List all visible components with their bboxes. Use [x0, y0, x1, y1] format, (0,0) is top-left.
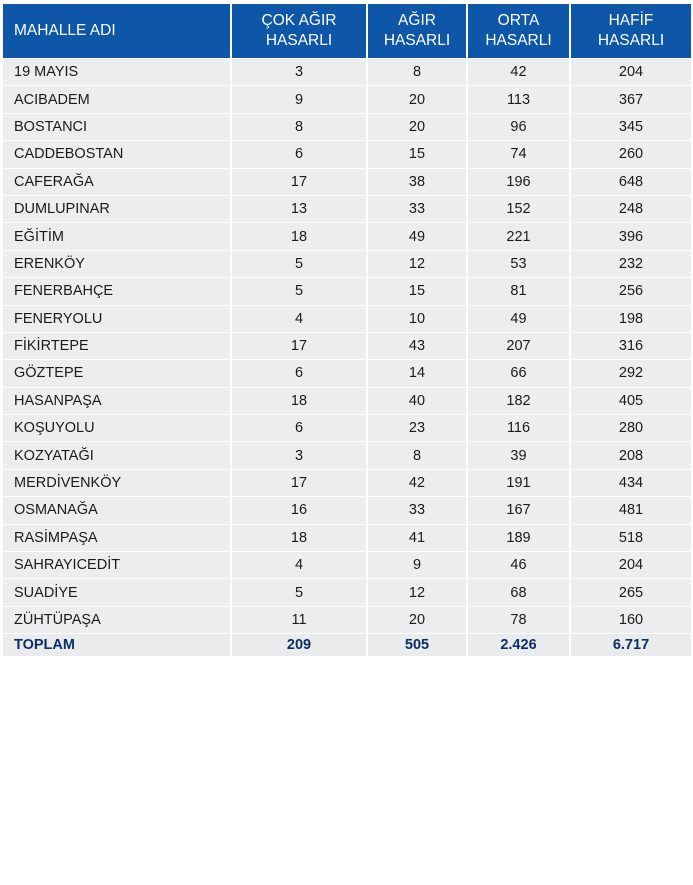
- heavy-count: 40: [367, 387, 467, 414]
- heavy-count: 43: [367, 332, 467, 359]
- neighborhood-name: DUMLUPINAR: [3, 195, 231, 222]
- total-label: TOPLAM: [3, 634, 231, 657]
- heavy-count: 20: [367, 113, 467, 140]
- neighborhood-name: OSMANAĞA: [3, 497, 231, 524]
- header-heavy-damage: AĞIR HASARLI: [367, 4, 467, 59]
- neighborhood-name: ACIBADEM: [3, 86, 231, 113]
- light-count: 204: [570, 552, 691, 579]
- table-row: [3, 497, 691, 524]
- header-very-heavy-damage: ÇOK AĞIR HASARLI: [231, 4, 367, 59]
- medium-count: 196: [467, 168, 570, 195]
- table-row: [3, 141, 691, 168]
- damage-table: [3, 4, 691, 656]
- table-row: [3, 469, 691, 496]
- table-row: [3, 223, 691, 250]
- table-row: [3, 415, 691, 442]
- very-heavy-count: 4: [231, 305, 367, 332]
- medium-count: 113: [467, 86, 570, 113]
- header-light-damage: HAFİF HASARLI: [570, 4, 691, 59]
- neighborhood-name: HASANPAŞA: [3, 387, 231, 414]
- heavy-count: 15: [367, 141, 467, 168]
- very-heavy-count: 3: [231, 59, 367, 86]
- very-heavy-count: 11: [231, 606, 367, 633]
- very-heavy-count: 5: [231, 579, 367, 606]
- heavy-count: 33: [367, 497, 467, 524]
- medium-count: 42: [467, 59, 570, 86]
- neighborhood-name: GÖZTEPE: [3, 360, 231, 387]
- header-neighborhood: MAHALLE ADI: [3, 4, 231, 59]
- light-count: 345: [570, 113, 691, 140]
- heavy-count: 49: [367, 223, 467, 250]
- heavy-count: 10: [367, 305, 467, 332]
- neighborhood-name: KOZYATAĞI: [3, 442, 231, 469]
- table-row: [3, 59, 691, 86]
- light-count: 256: [570, 278, 691, 305]
- medium-count: 191: [467, 469, 570, 496]
- medium-count: 68: [467, 579, 570, 606]
- very-heavy-count: 18: [231, 524, 367, 551]
- heavy-count: 9: [367, 552, 467, 579]
- table-row: [3, 606, 691, 633]
- medium-count: 96: [467, 113, 570, 140]
- very-heavy-count: 13: [231, 195, 367, 222]
- total-very-heavy-count: 209: [231, 634, 367, 657]
- very-heavy-count: 18: [231, 223, 367, 250]
- light-count: 232: [570, 250, 691, 277]
- neighborhood-name: FENERBAHÇE: [3, 278, 231, 305]
- heavy-count: 33: [367, 195, 467, 222]
- medium-count: 78: [467, 606, 570, 633]
- very-heavy-count: 6: [231, 141, 367, 168]
- heavy-count: 20: [367, 606, 467, 633]
- light-count: 518: [570, 524, 691, 551]
- neighborhood-name: 19 MAYIS: [3, 59, 231, 86]
- heavy-count: 8: [367, 59, 467, 86]
- table-row: [3, 360, 691, 387]
- neighborhood-name: SUADİYE: [3, 579, 231, 606]
- medium-count: 74: [467, 141, 570, 168]
- header-medium-damage: ORTA HASARLI: [467, 4, 570, 59]
- medium-count: 189: [467, 524, 570, 551]
- total-row: [3, 634, 691, 657]
- neighborhood-name: CADDEBOSTAN: [3, 141, 231, 168]
- heavy-count: 23: [367, 415, 467, 442]
- table-row: [3, 305, 691, 332]
- light-count: 405: [570, 387, 691, 414]
- light-count: 367: [570, 86, 691, 113]
- heavy-count: 8: [367, 442, 467, 469]
- light-count: 265: [570, 579, 691, 606]
- medium-count: 49: [467, 305, 570, 332]
- heavy-count: 14: [367, 360, 467, 387]
- very-heavy-count: 8: [231, 113, 367, 140]
- heavy-count: 12: [367, 250, 467, 277]
- light-count: 204: [570, 59, 691, 86]
- neighborhood-name: ZÜHTÜPAŞA: [3, 606, 231, 633]
- table-row: [3, 278, 691, 305]
- heavy-count: 42: [367, 469, 467, 496]
- very-heavy-count: 5: [231, 278, 367, 305]
- very-heavy-count: 17: [231, 332, 367, 359]
- medium-count: 182: [467, 387, 570, 414]
- heavy-count: 15: [367, 278, 467, 305]
- very-heavy-count: 18: [231, 387, 367, 414]
- medium-count: 81: [467, 278, 570, 305]
- neighborhood-name: BOSTANCI: [3, 113, 231, 140]
- medium-count: 116: [467, 415, 570, 442]
- table-row: [3, 113, 691, 140]
- light-count: 481: [570, 497, 691, 524]
- table-body: [3, 59, 691, 657]
- heavy-count: 20: [367, 86, 467, 113]
- table-row: [3, 524, 691, 551]
- neighborhood-name: SAHRAYICEDİT: [3, 552, 231, 579]
- light-count: 198: [570, 305, 691, 332]
- very-heavy-count: 17: [231, 469, 367, 496]
- table-row: [3, 195, 691, 222]
- medium-count: 53: [467, 250, 570, 277]
- light-count: 208: [570, 442, 691, 469]
- table-row: [3, 332, 691, 359]
- medium-count: 152: [467, 195, 570, 222]
- neighborhood-name: MERDİVENKÖY: [3, 469, 231, 496]
- heavy-count: 12: [367, 579, 467, 606]
- very-heavy-count: 6: [231, 360, 367, 387]
- table-row: [3, 168, 691, 195]
- very-heavy-count: 5: [231, 250, 367, 277]
- heavy-count: 38: [367, 168, 467, 195]
- table-header: [3, 4, 691, 59]
- light-count: 260: [570, 141, 691, 168]
- total-heavy-count: 505: [367, 634, 467, 657]
- medium-count: 167: [467, 497, 570, 524]
- neighborhood-name: ERENKÖY: [3, 250, 231, 277]
- table-row: [3, 442, 691, 469]
- light-count: 316: [570, 332, 691, 359]
- neighborhood-name: CAFERAĞA: [3, 168, 231, 195]
- table-row: [3, 250, 691, 277]
- medium-count: 66: [467, 360, 570, 387]
- medium-count: 207: [467, 332, 570, 359]
- light-count: 648: [570, 168, 691, 195]
- neighborhood-name: EĞİTİM: [3, 223, 231, 250]
- light-count: 434: [570, 469, 691, 496]
- very-heavy-count: 9: [231, 86, 367, 113]
- table-row: [3, 387, 691, 414]
- table-row: [3, 579, 691, 606]
- neighborhood-name: RASİMPAŞA: [3, 524, 231, 551]
- light-count: 280: [570, 415, 691, 442]
- medium-count: 221: [467, 223, 570, 250]
- heavy-count: 41: [367, 524, 467, 551]
- neighborhood-name: FENERYOLU: [3, 305, 231, 332]
- light-count: 248: [570, 195, 691, 222]
- medium-count: 39: [467, 442, 570, 469]
- very-heavy-count: 6: [231, 415, 367, 442]
- neighborhood-name: KOŞUYOLU: [3, 415, 231, 442]
- very-heavy-count: 4: [231, 552, 367, 579]
- neighborhood-name: FİKİRTEPE: [3, 332, 231, 359]
- total-light-count: 6.717: [570, 634, 691, 657]
- light-count: 160: [570, 606, 691, 633]
- very-heavy-count: 16: [231, 497, 367, 524]
- total-medium-count: 2.426: [467, 634, 570, 657]
- light-count: 396: [570, 223, 691, 250]
- medium-count: 46: [467, 552, 570, 579]
- table-row: [3, 86, 691, 113]
- very-heavy-count: 17: [231, 168, 367, 195]
- very-heavy-count: 3: [231, 442, 367, 469]
- table-row: [3, 552, 691, 579]
- light-count: 292: [570, 360, 691, 387]
